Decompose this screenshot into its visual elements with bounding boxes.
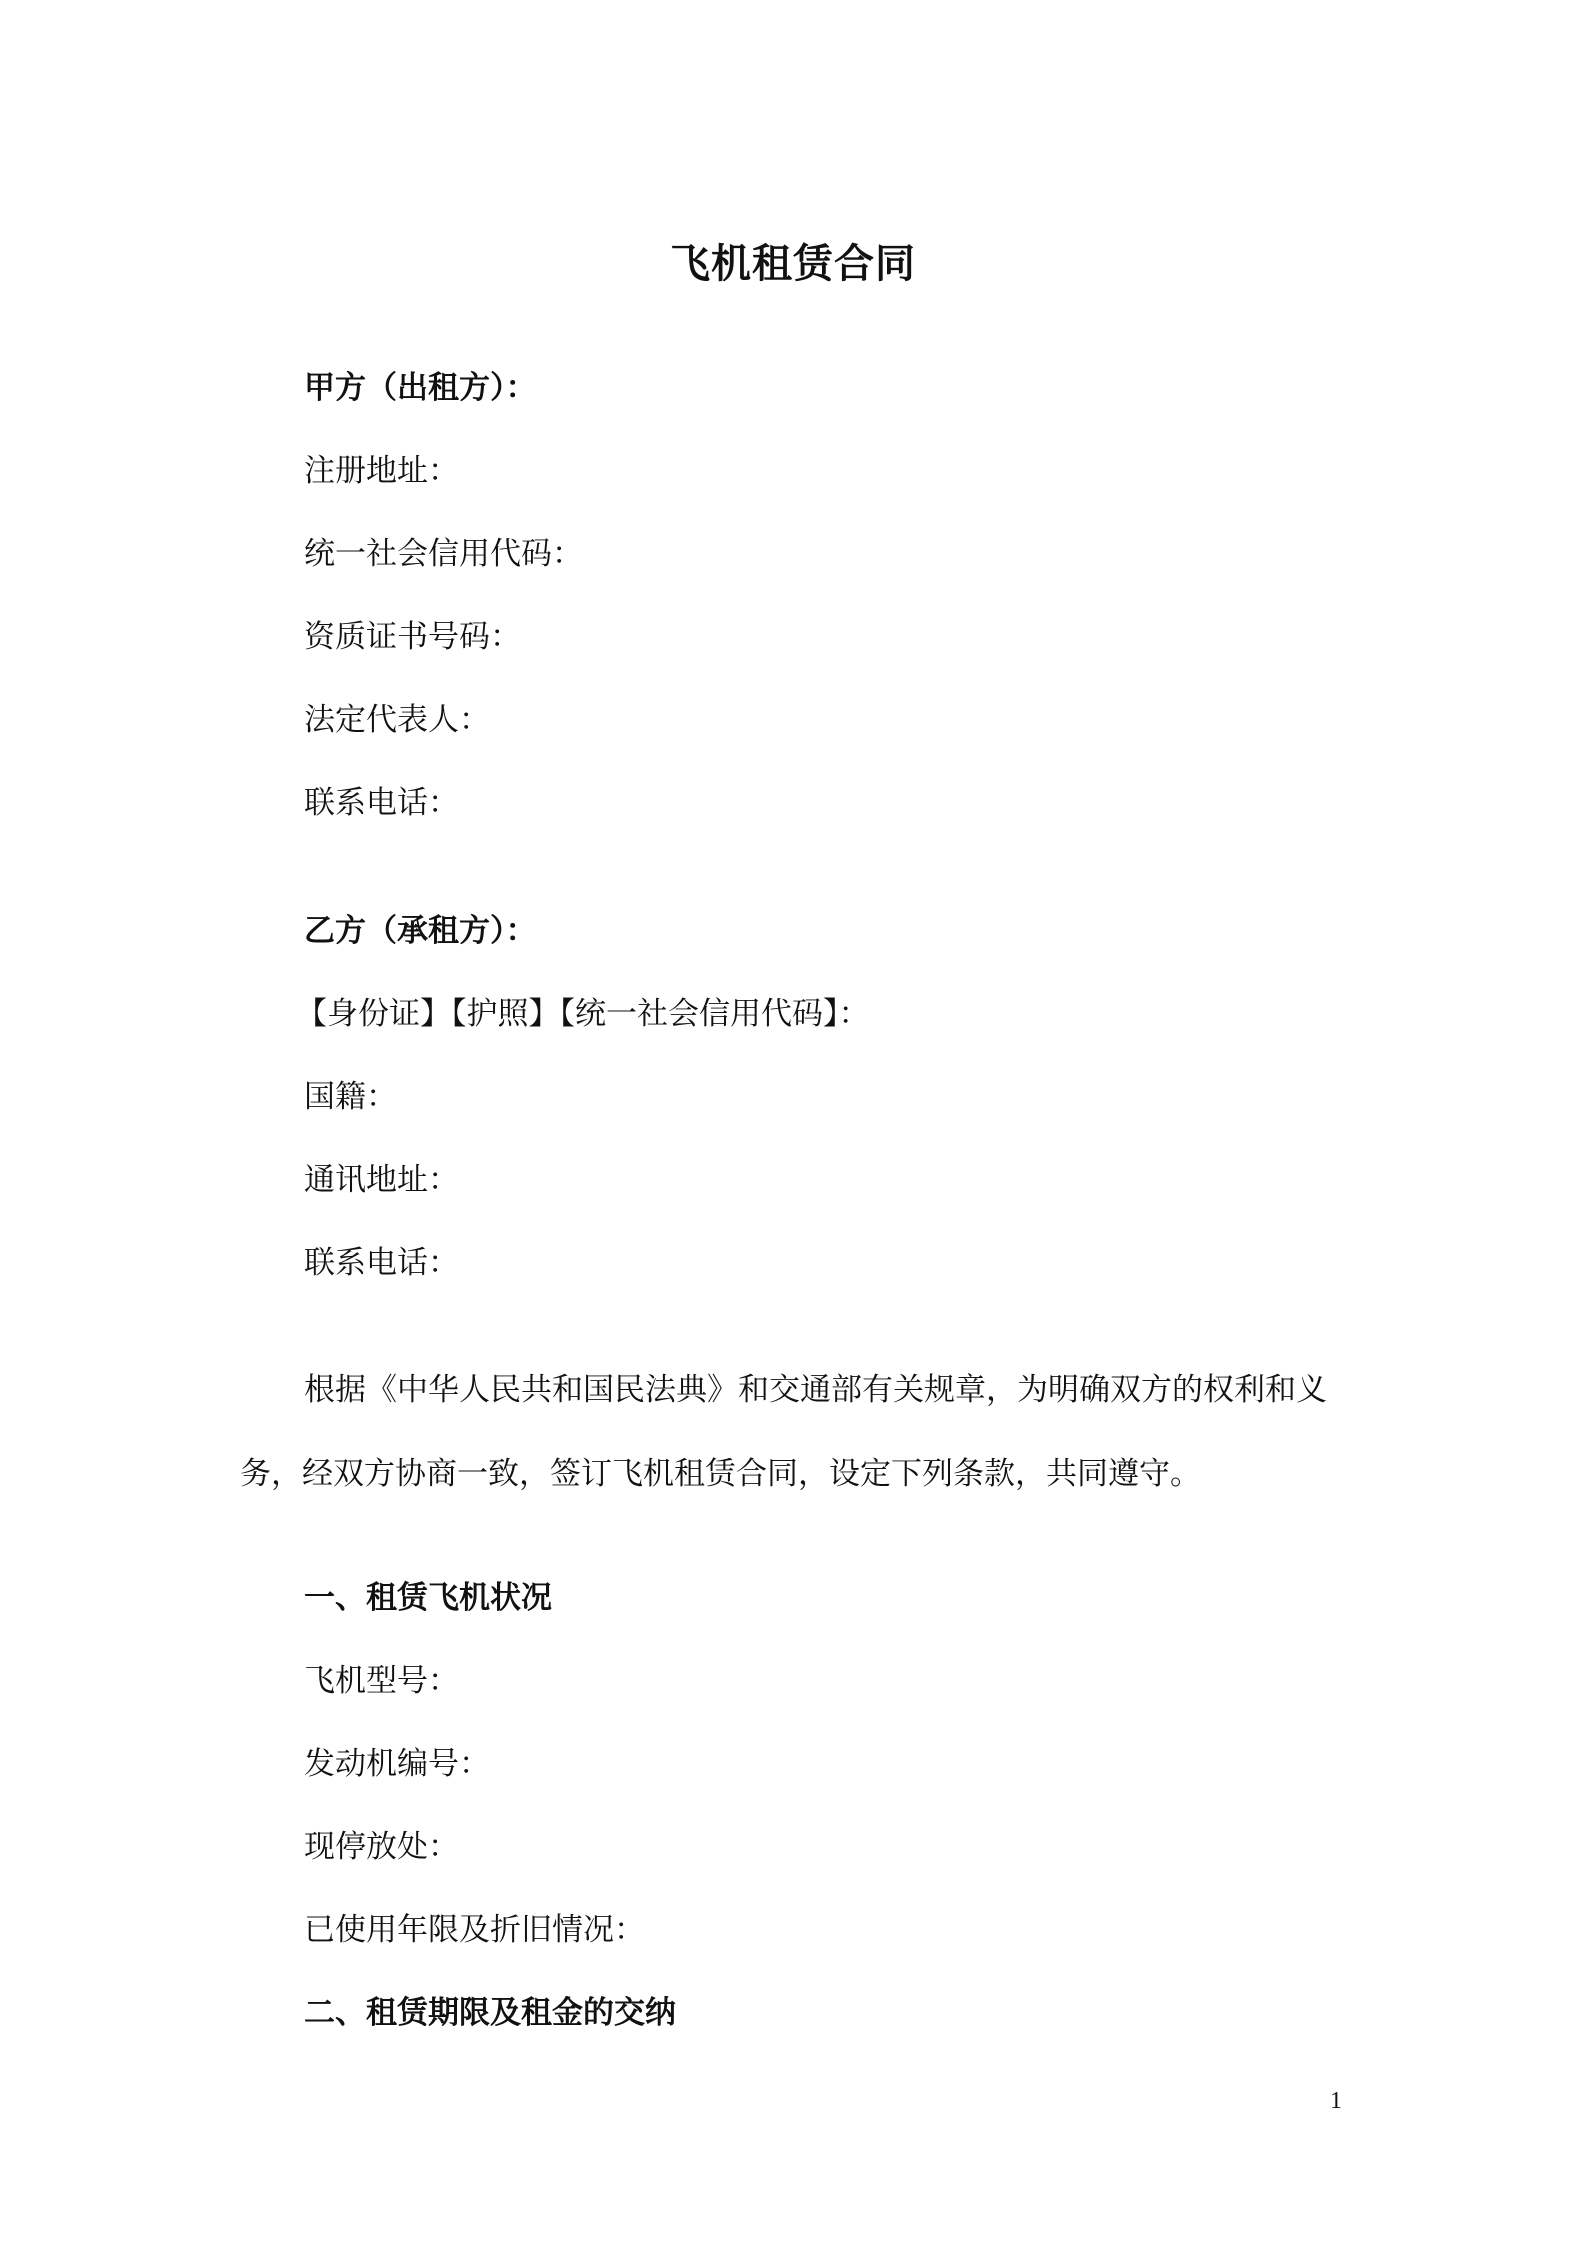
party-b-id-type: 【身份证】【护照】【统一社会信用代码】： bbox=[296, 996, 870, 1032]
section-1-heading: 一、租赁飞机状况 bbox=[304, 1580, 552, 1616]
preamble-paragraph bbox=[240, 1348, 1350, 1516]
aircraft-model: 飞机型号： bbox=[304, 1663, 459, 1699]
preamble-line-2: 务，经双方协商一致，签订飞机租赁合同，设定下列条款，共同遵守。 bbox=[240, 1456, 1201, 1492]
document-title: 飞机租赁合同 bbox=[670, 241, 916, 287]
party-b-address: 通讯地址： bbox=[304, 1162, 459, 1198]
section-2-heading: 二、租赁期限及租金的交纳 bbox=[304, 1995, 676, 2031]
party-b-nationality: 国籍： bbox=[304, 1079, 397, 1115]
preamble-line-1: 根据《中华人民共和国民法典》和交通部有关规章，为明确双方的权利和义 bbox=[304, 1372, 1327, 1408]
party-a-phone: 联系电话： bbox=[304, 785, 459, 821]
current-location: 现停放处： bbox=[304, 1829, 459, 1865]
engine-number: 发动机编号： bbox=[304, 1746, 490, 1782]
page-number: 1 bbox=[1330, 2088, 1342, 2114]
party-a-credit-code: 统一社会信用代码： bbox=[304, 536, 583, 572]
party-a-certificate-number: 资质证书号码： bbox=[304, 619, 521, 655]
party-a-heading: 甲方（出租方）： bbox=[304, 370, 537, 406]
party-b-heading: 乙方（承租方）： bbox=[304, 913, 537, 949]
party-a-registered-address: 注册地址： bbox=[304, 453, 459, 489]
party-a-legal-representative: 法定代表人： bbox=[304, 702, 490, 738]
party-b-phone: 联系电话： bbox=[304, 1245, 459, 1281]
years-used-depreciation: 已使用年限及折旧情况： bbox=[304, 1912, 645, 1948]
